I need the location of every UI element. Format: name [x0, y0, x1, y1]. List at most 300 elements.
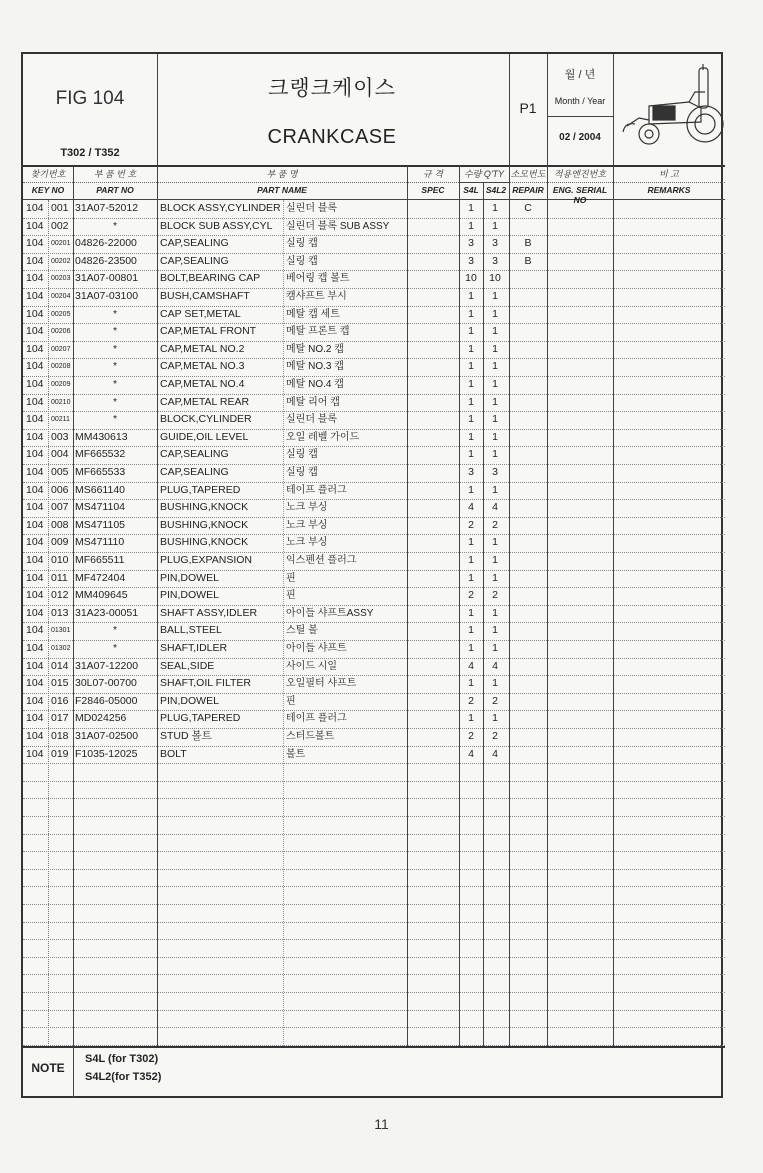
qty-s4l2: 3: [492, 254, 498, 267]
qty-s4l2: 1: [492, 571, 498, 584]
month-year-label-en: Month / Year: [554, 96, 606, 106]
qty-s4l: 4: [468, 659, 474, 672]
part-name-ko: 실린더 블록: [286, 203, 338, 214]
part-name: CAP,METAL NO.2: [160, 342, 245, 355]
qty-s4l2: 1: [492, 554, 498, 566]
key-no-prefix: 104: [26, 624, 44, 637]
qty-s4l: 3: [468, 237, 474, 250]
part-name: SHAFT,OIL FILTER: [160, 677, 252, 690]
part-name: BOLT,BEARING CAP: [160, 272, 261, 285]
qty-s4l2: 1: [492, 219, 498, 232]
qty-s4l2: 1: [492, 448, 498, 461]
row-divider: [23, 1027, 725, 1028]
part-name-ko: 테이프 플러그: [286, 484, 347, 496]
part-number: 04826-23500: [75, 254, 137, 267]
qty-s4l2: 1: [492, 395, 498, 408]
page-number: 11: [374, 1116, 389, 1132]
key-no-suffix: 009: [51, 536, 69, 549]
table-row: [23, 710, 725, 728]
table-row: [23, 499, 725, 517]
col-key-en: KEY NO: [31, 185, 65, 195]
key-no-suffix: 00210: [51, 398, 71, 406]
col-remarks-en: REMARKS: [647, 185, 691, 195]
qty-s4l2: 1: [492, 342, 498, 355]
key-no-prefix: 104: [26, 342, 44, 355]
col-key-ko: 찾기번호: [30, 169, 66, 179]
qty-s4l: 1: [468, 571, 474, 584]
qty-s4l2: 2: [492, 518, 498, 531]
part-number: 04826-22000: [75, 237, 137, 250]
part-name: CAP SET,METAL: [160, 307, 241, 320]
key-no-suffix: 006: [51, 483, 69, 496]
key-no-prefix: 104: [26, 219, 44, 232]
qty-s4l: 1: [468, 483, 474, 496]
part-name-ko: 노크 부싱: [286, 502, 328, 514]
note-line-2: S4L2(for T352): [85, 1071, 162, 1083]
repair-code: C: [524, 202, 532, 214]
title-korean: 크랭크케이스: [268, 77, 396, 100]
key-no-prefix: 104: [26, 694, 44, 707]
key-no-suffix: 00203: [51, 275, 71, 283]
key-no-suffix: 01301: [51, 627, 71, 635]
table-row: [23, 570, 725, 588]
part-name-ko: 메탈 NO.3 캡: [286, 361, 344, 373]
row-divider: [23, 781, 725, 782]
table-row: [23, 482, 725, 500]
key-no-suffix: 012: [51, 589, 69, 602]
part-name: GUIDE,OIL LEVEL: [160, 430, 249, 443]
qty-s4l: 1: [468, 395, 474, 408]
key-no-suffix: 019: [51, 747, 69, 760]
qty-s4l: 1: [468, 642, 474, 654]
qty-s4l: 1: [468, 360, 474, 373]
table-row: [23, 552, 725, 570]
row-divider: [23, 904, 725, 905]
part-name: PIN,DOWEL: [160, 571, 219, 584]
part-number: 30L07-00700: [75, 677, 137, 690]
qty-s4l: 1: [468, 202, 474, 214]
col-part-ko: 부 품 번 호: [93, 169, 137, 179]
part-number: *: [113, 413, 118, 426]
qty-s4l2: 1: [492, 378, 498, 390]
key-no-prefix: 104: [26, 237, 44, 250]
part-name: CAP,SEALING: [160, 237, 229, 250]
col-s4l: S4L: [463, 185, 479, 195]
part-name: CAP,METAL NO.4: [160, 378, 245, 390]
table-row: [23, 446, 725, 464]
qty-s4l2: 3: [492, 466, 498, 478]
table-row: [23, 658, 725, 676]
qty-s4l: 1: [468, 342, 474, 355]
key-no-suffix: 01302: [51, 645, 71, 652]
part-name: PLUG,TAPERED: [160, 483, 241, 496]
part-name-ko: 실링 캡: [286, 255, 318, 267]
key-no-prefix: 104: [26, 747, 44, 760]
note-label: NOTE: [31, 1061, 65, 1075]
part-name-ko: 핀: [286, 695, 296, 707]
part-name: CAP,SEALING: [160, 466, 229, 478]
part-name: BUSHING,KNOCK: [160, 501, 249, 514]
table-row: [23, 517, 725, 535]
part-name-ko: 실린더 블록: [286, 414, 338, 426]
part-name: SEAL,SIDE: [160, 659, 215, 672]
key-no-prefix: 104: [26, 518, 44, 531]
part-number: MF665533: [75, 466, 126, 478]
key-no-suffix: 003: [51, 430, 69, 443]
key-no-prefix: 104: [26, 360, 44, 373]
qty-s4l: 1: [468, 448, 474, 461]
part-number: *: [113, 360, 118, 373]
qty-s4l2: 2: [492, 694, 498, 707]
qty-s4l: 1: [468, 677, 474, 690]
qty-s4l2: 1: [492, 642, 498, 654]
part-name: BUSHING,KNOCK: [160, 518, 249, 531]
table-row: [23, 728, 725, 746]
key-no-prefix: 104: [26, 554, 44, 566]
part-number: *: [113, 307, 118, 320]
qty-s4l2: 1: [492, 307, 498, 320]
part-name-ko: 볼트: [286, 748, 306, 760]
part-number: *: [113, 219, 118, 232]
row-divider: [23, 957, 725, 958]
part-number: MF472404: [75, 571, 126, 584]
col-s4l2: S4L2: [485, 185, 507, 195]
row-divider: [23, 834, 725, 835]
qty-s4l: 1: [468, 290, 474, 302]
key-no-suffix: 017: [51, 712, 69, 725]
qty-s4l2: 4: [492, 501, 498, 514]
qty-s4l: 4: [468, 501, 474, 514]
col-repair-ko: 소모번도: [510, 169, 546, 179]
key-no-prefix: 104: [26, 254, 44, 267]
part-name-ko: 메탈 프론트 캡: [286, 326, 350, 338]
part-name: BUSH,CAMSHAFT: [160, 290, 250, 302]
key-no-suffix: 00206: [51, 328, 71, 336]
key-no-suffix: 00211: [51, 416, 70, 424]
key-no-prefix: 104: [26, 730, 44, 742]
page-code: P1: [519, 100, 537, 116]
table-row: [23, 411, 725, 429]
row-divider: [23, 1010, 725, 1011]
qty-s4l2: 4: [492, 747, 498, 760]
qty-s4l: 2: [468, 730, 474, 742]
table-row: [23, 218, 725, 236]
part-name-ko: 노크 부싱: [286, 519, 328, 531]
month-year-label-ko: 월 / 년: [564, 69, 596, 81]
key-no-prefix: 104: [26, 712, 44, 725]
part-number: MS661140: [75, 483, 126, 496]
part-name-ko: 메탈 리어 캡: [286, 396, 340, 408]
qty-s4l: 1: [468, 430, 474, 443]
qty-s4l: 2: [468, 694, 474, 707]
qty-s4l2: 1: [492, 360, 498, 373]
key-no-prefix: 104: [26, 571, 44, 584]
part-name: CAP,METAL NO.3: [160, 360, 245, 373]
key-no-prefix: 104: [26, 589, 44, 602]
table-row: [23, 587, 725, 605]
repair-code: B: [524, 254, 532, 267]
part-number: MF665532: [75, 448, 126, 461]
key-no-prefix: 104: [26, 659, 44, 672]
qty-s4l: 3: [468, 466, 474, 478]
part-name: PLUG,EXPANSION: [160, 554, 252, 566]
qty-s4l2: 1: [492, 677, 498, 690]
qty-s4l2: 1: [492, 483, 498, 496]
row-divider: [23, 974, 725, 975]
part-name: CAP,METAL FRONT: [160, 325, 257, 338]
qty-s4l: 1: [468, 554, 474, 566]
qty-s4l: 3: [468, 254, 474, 267]
table-row: [23, 675, 725, 693]
part-name-ko: 스터드볼트: [286, 731, 335, 742]
col-part-en: PART NO: [96, 185, 134, 195]
part-name-ko: 실링 캡: [286, 467, 318, 478]
row-divider: [23, 886, 725, 887]
key-no-suffix: 00205: [51, 310, 71, 318]
key-no-suffix: 00208: [51, 363, 71, 371]
key-no-suffix: 015: [51, 677, 69, 690]
table-row: [23, 253, 725, 271]
key-no-suffix: 014: [51, 659, 69, 672]
row-divider: [23, 798, 725, 799]
qty-s4l: 1: [468, 307, 474, 320]
key-no-prefix: 104: [26, 430, 44, 443]
table-row: [23, 235, 725, 253]
part-number: 31A07-52012: [75, 202, 139, 214]
title-english: CRANKCASE: [267, 126, 397, 148]
part-name-ko: 테이프 플러그: [286, 713, 347, 725]
table-row: [23, 288, 725, 306]
key-no-prefix: 104: [26, 290, 44, 302]
part-number: MM409645: [75, 589, 128, 602]
part-number: MM430613: [75, 430, 128, 443]
key-no-prefix: 104: [26, 413, 44, 426]
part-number: 31A07-03100: [75, 290, 139, 302]
row-divider: [23, 851, 725, 852]
part-name-ko: 실린더 블록 SUB ASSY: [286, 220, 390, 232]
qty-s4l: 1: [468, 624, 474, 637]
key-no-prefix: 104: [26, 483, 44, 496]
key-no-prefix: 104: [26, 606, 44, 619]
part-name-ko: 캠샤프트 부시: [286, 291, 347, 302]
part-number: MS471110: [75, 536, 125, 549]
qty-s4l: 1: [468, 219, 474, 232]
part-number: MD024256: [75, 712, 127, 725]
col-repair-en: REPAIR: [512, 185, 544, 195]
part-name-ko: 노크 부싱: [286, 537, 328, 549]
col-name-ko: 부 품 명: [266, 169, 298, 179]
col-qty-ko: 수량 Q'TY: [463, 169, 505, 179]
part-name: BUSHING,KNOCK: [160, 536, 249, 549]
qty-s4l: 4: [468, 747, 474, 760]
qty-s4l: 10: [465, 272, 477, 285]
key-no-suffix: 00207: [51, 345, 71, 353]
qty-s4l2: 2: [492, 730, 498, 742]
qty-s4l2: 1: [492, 606, 498, 619]
table-row: [23, 358, 725, 376]
part-number: MS471105: [75, 518, 126, 531]
table-row: [23, 394, 725, 412]
part-name: BLOCK SUB ASSY,CYL: [160, 219, 273, 232]
key-no-suffix: 008: [51, 518, 69, 531]
qty-s4l2: 1: [492, 413, 498, 426]
part-name: STUD 볼트: [160, 730, 212, 742]
part-number: *: [113, 342, 118, 355]
table-row: [23, 341, 725, 359]
row-divider: [23, 869, 725, 870]
table-row: [23, 746, 725, 764]
qty-s4l2: 2: [492, 589, 498, 602]
part-name-ko: 메탈 NO.4 캡: [286, 379, 344, 390]
part-name: BOLT: [160, 747, 187, 760]
part-name: CAP,SEALING: [160, 448, 229, 461]
repair-code: B: [524, 237, 532, 250]
parts-sheet: [21, 52, 723, 1098]
key-no-suffix: 007: [51, 501, 69, 514]
qty-s4l2: 1: [492, 712, 498, 725]
part-name: SHAFT ASSY,IDLER: [160, 606, 258, 619]
key-no-prefix: 104: [26, 466, 44, 478]
part-name-ko: 아이들 샤프트ASSY: [286, 607, 374, 619]
key-no-prefix: 104: [26, 501, 44, 514]
part-name: CAP,METAL REAR: [160, 395, 250, 408]
row-divider: [23, 763, 725, 764]
col-eng-en: ENG. SERIAL NO: [552, 185, 608, 205]
part-name: PIN,DOWEL: [160, 694, 219, 707]
key-no-prefix: 104: [26, 677, 44, 690]
part-name: BLOCK ASSY,CYLINDER: [160, 202, 281, 214]
part-name: PIN,DOWEL: [160, 589, 219, 602]
part-number: 31A07-02500: [75, 730, 139, 742]
col-remarks-ko: 비 고: [659, 169, 679, 179]
key-no-prefix: 104: [26, 307, 44, 320]
part-name-ko: 메탈 NO.2 캡: [286, 343, 344, 355]
part-number: *: [113, 624, 118, 637]
key-no-suffix: 001: [51, 202, 69, 214]
key-no-prefix: 104: [26, 536, 44, 549]
row-divider: [23, 992, 725, 993]
part-name: BALL,STEEL: [160, 624, 222, 637]
table-row: [23, 200, 725, 218]
table-row: [23, 534, 725, 552]
qty-s4l2: 1: [492, 624, 498, 637]
qty-s4l2: 10: [489, 272, 501, 285]
part-number: F2846-05000: [75, 694, 138, 707]
table-row: [23, 323, 725, 341]
part-number: MF665511: [75, 554, 125, 566]
row-divider: [23, 816, 725, 817]
key-no-suffix: 013: [51, 606, 69, 619]
key-no-suffix: 011: [51, 571, 68, 584]
part-number: *: [113, 378, 118, 390]
qty-s4l: 1: [468, 606, 474, 619]
table-row: [23, 376, 725, 394]
part-name-ko: 실링 캡: [286, 238, 318, 250]
qty-s4l2: 1: [492, 202, 498, 214]
col-eng-ko: 적용엔진번호: [553, 169, 607, 179]
key-no-prefix: 104: [26, 448, 44, 461]
qty-s4l2: 4: [492, 659, 498, 672]
table-row: [23, 270, 725, 288]
part-name-ko: 오일 레벨 가이드: [286, 431, 360, 443]
qty-s4l: 1: [468, 413, 474, 426]
part-number: F1035-12025: [75, 747, 138, 760]
col-spec-ko: 규 격: [423, 169, 443, 179]
key-no-prefix: 104: [26, 395, 44, 408]
qty-s4l: 1: [468, 712, 474, 725]
part-name: PLUG,TAPERED: [160, 712, 241, 725]
qty-s4l: 1: [468, 536, 474, 549]
key-no-suffix: 00201: [51, 240, 71, 248]
tractor-icon: [619, 62, 727, 154]
issue-date: 02 / 2004: [559, 132, 601, 143]
row-divider: [23, 922, 725, 923]
part-number: MS471104: [75, 501, 126, 514]
part-name-ko: 베어링 캡 볼트: [286, 273, 350, 285]
key-no-prefix: 104: [26, 378, 44, 390]
part-name-ko: 아이들 샤프트: [286, 643, 347, 654]
part-name-ko: 메탈 캡 세트: [286, 308, 340, 320]
table-row: [23, 306, 725, 324]
key-no-suffix: 00202: [51, 257, 71, 265]
part-number: 31A07-00801: [75, 272, 139, 285]
part-number: *: [113, 325, 118, 338]
qty-s4l: 1: [468, 325, 474, 338]
key-no-suffix: 016: [51, 694, 69, 707]
key-no-suffix: 018: [51, 730, 69, 742]
qty-s4l: 2: [468, 518, 474, 531]
part-number: 31A07-12200: [75, 659, 139, 672]
qty-s4l: 1: [468, 378, 474, 390]
note-line-1: S4L (for T302): [85, 1053, 159, 1065]
col-spec-en: SPEC: [421, 185, 445, 195]
part-name: CAP,SEALING: [160, 254, 229, 267]
qty-s4l: 2: [468, 589, 474, 602]
qty-s4l2: 1: [492, 325, 498, 338]
key-no-suffix: 00204: [51, 293, 71, 300]
part-number: *: [113, 395, 118, 408]
table-row: [23, 622, 725, 640]
key-no-prefix: 104: [26, 202, 44, 214]
part-number: *: [113, 642, 118, 654]
key-no-suffix: 00209: [51, 381, 71, 388]
qty-s4l2: 1: [492, 290, 498, 302]
part-name-ko: 핀: [286, 590, 296, 602]
part-name-ko: 사이드 시일: [286, 660, 338, 672]
qty-s4l2: 3: [492, 237, 498, 250]
col-name-en: PART NAME: [257, 185, 307, 195]
key-no-prefix: 104: [26, 272, 44, 285]
qty-s4l2: 1: [492, 536, 498, 549]
part-name: BLOCK,CYLINDER: [160, 413, 252, 426]
table-row: [23, 605, 725, 623]
key-no-prefix: 104: [26, 325, 44, 338]
table-row: [23, 429, 725, 447]
part-name-ko: 스틸 볼: [286, 625, 318, 637]
part-name: SHAFT,IDLER: [160, 642, 228, 654]
table-row: [23, 640, 725, 658]
figure-number: FIG 104: [55, 88, 125, 109]
table-row: [23, 693, 725, 711]
key-no-suffix: 010: [51, 554, 69, 566]
part-name-ko: 익스펜션 플러그: [286, 555, 357, 566]
key-no-suffix: 002: [51, 219, 69, 232]
qty-s4l2: 1: [492, 430, 498, 443]
part-name-ko: 오일필터 샤프트: [286, 678, 357, 690]
part-number: 31A23-00051: [75, 606, 139, 619]
part-name-ko: 실링 캡: [286, 449, 318, 461]
key-no-prefix: 104: [26, 642, 44, 654]
